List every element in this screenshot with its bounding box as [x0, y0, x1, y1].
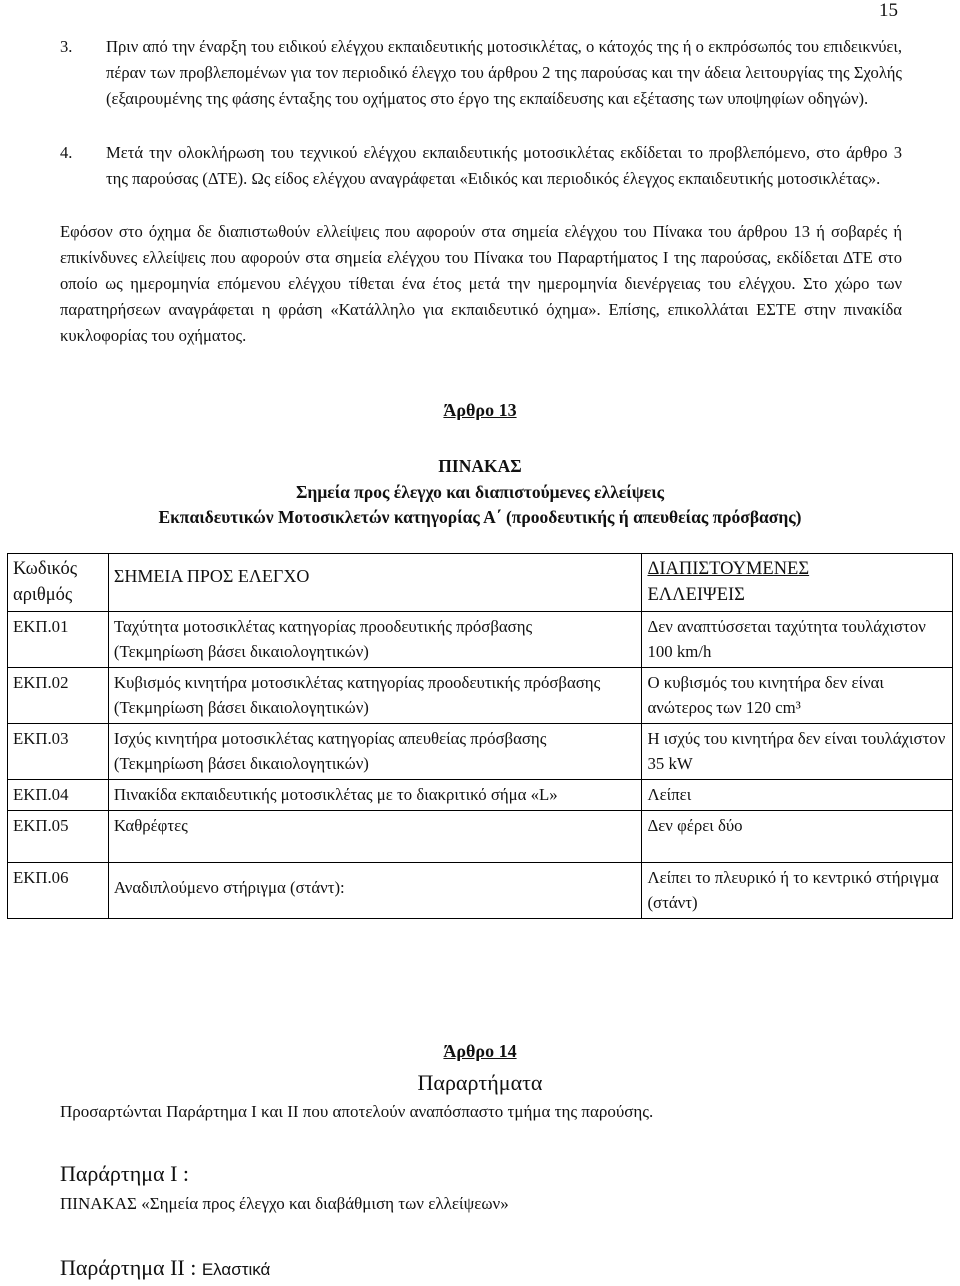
- row-deficiency: Λείπει το πλευρικό ή το κεντρικό στήριγμα (στάντ): [642, 863, 953, 919]
- table-row: [8, 811, 953, 863]
- table-row: [8, 780, 953, 811]
- row-code: ΕΚΠ.03: [8, 724, 109, 780]
- row-point-note: (Τεκμηρίωση βάσει δικαιολογητικών): [113, 754, 369, 773]
- row-point: [108, 724, 642, 780]
- annex-1-text: ΠΙΝΑΚΑΣ «Σημεία προς έλεγχο και διαβάθμιση των ελλείψεων»: [60, 1194, 509, 1213]
- header-code-line1: Κωδικός: [13, 559, 78, 579]
- annex-1-title: Παράρτημα Ι :: [60, 1161, 190, 1186]
- item-number: 4.: [60, 143, 73, 162]
- annexes-heading: Παραρτήματα: [417, 1070, 543, 1095]
- table-label: ΠΙΝΑΚΑΣ: [438, 456, 522, 476]
- header-deficiencies-line2: ΕΛΛΕΙΨΕΙΣ: [647, 585, 745, 605]
- row-point: [108, 612, 642, 668]
- table-subtitle-2: Εκπαιδευτικών Μοτοσικλετών κατηγορίας Α΄ (προοδευτικής ή απευθείας πρόσβασης): [158, 507, 802, 527]
- annex-2-text: Ελαστικά: [201, 1260, 271, 1279]
- paragraph-item-3: [60, 34, 902, 112]
- article-13-title: [0, 400, 960, 421]
- row-point-text: Ισχύς κινητήρα μοτοσικλέτας κατηγορίας απευθείας πρόσβασης: [113, 729, 547, 748]
- row-code: ΕΚΠ.04: [8, 780, 109, 811]
- row-deficiency: Ο κυβισμός του κινητήρα δεν είναι ανώτερος των 120 cm³: [642, 668, 953, 724]
- table-row: [8, 668, 953, 724]
- row-deficiency: Δεν αναπτύσσεται ταχύτητα τουλάχιστον 100 km/h: [642, 612, 953, 668]
- item-text: Πριν από την έναρξη του ειδικού ελέγχου εκπαιδευτικής μοτοσικλέτας, ο κάτοχός της ή ο εκπρόσωπός του επιδεικνύει, πέραν των προβλεπομένων για τον περιοδικό έλεγχο του άρθρου 2 της παρούσας και την άδεια λειτουργίας της Σχολής (εξαιρουμένης της φάσης ένταξης του οχήματος στο έργο της εκπαίδευσης και εξέτασης των υποψηφίων οδηγών).: [106, 37, 902, 108]
- row-point: Πινακίδα εκπαιδευτικής μοτοσικλέτας με το διακριτικό σήμα «L»: [108, 780, 642, 811]
- table-row: [8, 724, 953, 780]
- header-deficiencies-line1: ΔΙΑΠΙΣΤΟΥΜΕΝΕΣ: [647, 559, 810, 579]
- table-row: [8, 863, 953, 919]
- item-text: Μετά την ολοκλήρωση του τεχνικού ελέγχου εκπαιδευτικής μοτοσικλέτας εκδίδεται το προβλεπόμενο, στο άρθρο 3 της παρούσας (ΔΤΕ). Ως είδος ελέγχου αναγράφεται «Ειδικός και περιοδικός έλεγχος εκπαιδευτικής μοτοσικλέτας».: [106, 143, 902, 188]
- paragraph-item-4: [60, 140, 902, 192]
- header-points: ΣΗΜΕΙΑ ΠΡΟΣ ΕΛΕΓΧΟ: [108, 554, 642, 612]
- annex-2-title: Παράρτημα ΙΙ :: [60, 1255, 197, 1280]
- row-deficiency: Η ισχύς του κινητήρα δεν είναι τουλάχιστον 35 kW: [642, 724, 953, 780]
- annexes-text: Προσαρτώνται Παράρτημα Ι και ΙΙ που αποτελούν αναπόσπαστο τμήμα της παρούσης.: [60, 1102, 654, 1121]
- row-point-note: (Τεκμηρίωση βάσει δικαιολογητικών): [113, 642, 369, 661]
- row-deficiency: Δεν φέρει δύο: [642, 811, 953, 863]
- row-point: [108, 668, 642, 724]
- article-13-title-text: Άρθρο 13: [443, 400, 517, 420]
- article-14-title-text: Άρθρο 14: [443, 1041, 517, 1061]
- row-point: Αναδιπλούμενο στήριγμα (στάντ):: [108, 863, 642, 919]
- row-code: ΕΚΠ.02: [8, 668, 109, 724]
- row-code: ΕΚΠ.05: [8, 811, 109, 863]
- header-deficiencies: [642, 554, 953, 612]
- table-header-row: [8, 554, 953, 612]
- row-point-text: Κυβισμός κινητήρα μοτοσικλέτας κατηγορίας προοδευτικής πρόσβασης: [113, 673, 601, 692]
- table-row: [8, 612, 953, 668]
- row-point-note: (Τεκμηρίωση βάσει δικαιολογητικών): [113, 698, 369, 717]
- table-subtitle-1: Σημεία προς έλεγχο και διαπιστούμενες ελλείψεις: [295, 482, 665, 502]
- row-code: ΕΚΠ.01: [8, 612, 109, 668]
- row-code: ΕΚΠ.06: [8, 863, 109, 919]
- page-number: 15: [879, 0, 898, 21]
- inspection-table: [7, 553, 953, 919]
- body-paragraph: Εφόσον στο όχημα δε διαπιστωθούν ελλείψεις που αφορούν στα σημεία ελέγχου του Πίνακα του άρθρου 13 ή σοβαρές ή επικίνδυνες ελλείψεις που αφορούν στα σημεία ελέγχου του Πίνακα του Παραρτήματος Ι της παρούσας, εκδίδεται ΔΤΕ στο οποίο ως ημερομηνία επόμενου ελέγχου τίθεται ένα έτος μετά την ημερομηνία διενέργειας του ελέγχου. Στο χώρο των παρατηρήσεων αναγράφεται η φράση «Κατάλληλο για εκπαιδευτικό όχημα». Επίσης, επικολλάται ΕΣΤΕ στην πινακίδα κυκλοφορίας του οχήματος.: [60, 222, 902, 345]
- header-code: [8, 554, 109, 612]
- annex-2-line: [60, 1255, 270, 1281]
- item-number: 3.: [60, 37, 73, 56]
- header-code-line2: αριθμός: [13, 585, 73, 605]
- row-deficiency: Λείπει: [642, 780, 953, 811]
- row-point: Καθρέφτες: [108, 811, 642, 863]
- article-14-title: [0, 1041, 960, 1062]
- row-point-text: Ταχύτητα μοτοσικλέτας κατηγορίας προοδευτικής πρόσβασης: [113, 617, 533, 636]
